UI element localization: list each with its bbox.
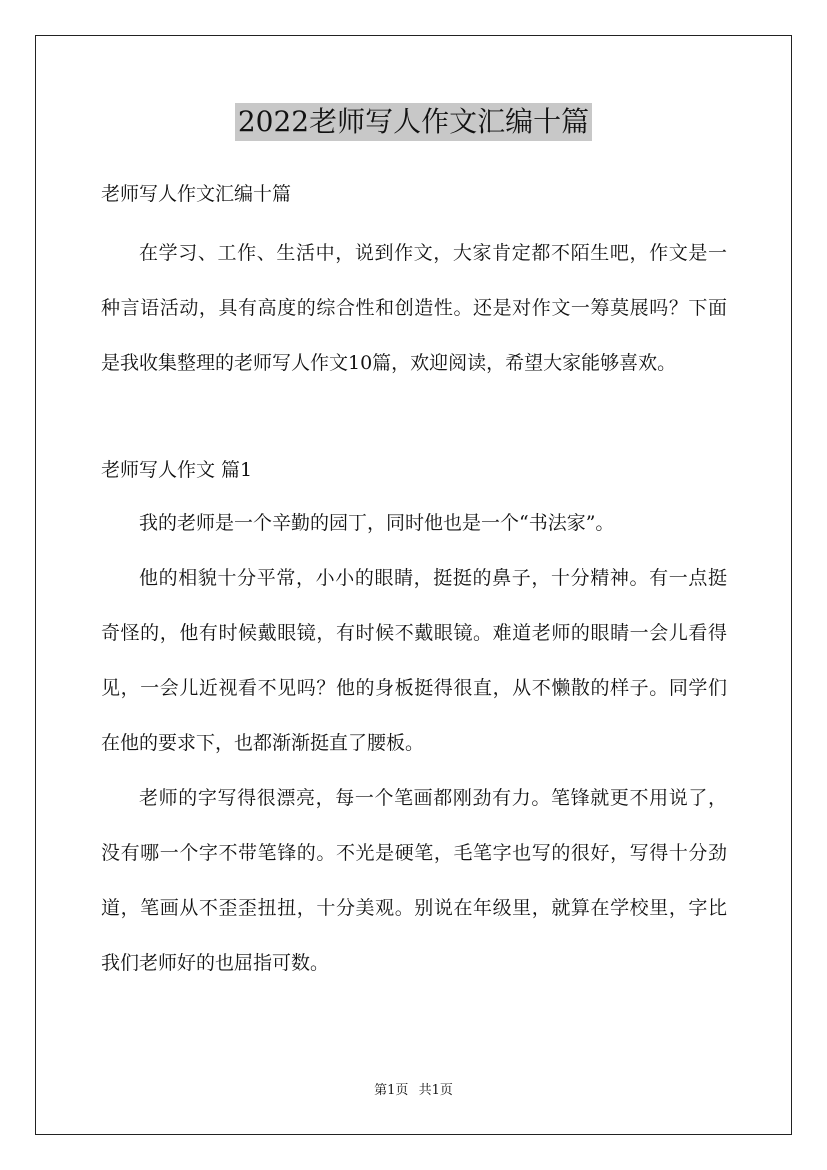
section-paragraph-1: 我的老师是一个辛勤的园丁，同时他也是一个“书法家”。 [139, 512, 615, 534]
document-subtitle: 老师写人作文汇编十篇 [101, 183, 292, 205]
title-container [0, 103, 827, 141]
document-body [101, 178, 727, 991]
document-title: 2022老师写人作文汇编十篇 [235, 103, 592, 141]
section-heading: 老师写人作文 篇1 [101, 459, 253, 481]
page-footer [0, 1082, 827, 1100]
page-total: 共1页 [418, 1083, 453, 1098]
section-paragraph-3: 老师的字写得很漂亮，每一个笔画都刚劲有力。笔锋就更不用说了，没有哪一个字不带笔锋的。不光是硬笔，毛笔字也写的很好，写得十分劲道，笔画从不歪歪扭扭，十分美观。别说在年级里，就算在学校里，字比我们老师好的也屈指可数。 [101, 787, 727, 974]
page-number: 第1页 [374, 1083, 409, 1098]
section-paragraph-2: 他的相貌十分平常，小小的眼睛，挺挺的鼻子，十分精神。有一点挺奇怪的，他有时候戴眼镜，有时候不戴眼镜。难道老师的眼睛一会儿看得见，一会儿近视看不见吗？他的身板挺得很直，从不懒散的样子。同学们在他的要求下，也都渐渐挺直了腰板。 [101, 567, 727, 754]
intro-paragraph: 在学习、工作、生活中，说到作文，大家肯定都不陌生吧，作文是一种言语活动，具有高度的综合性和创造性。还是对作文一筹莫展吗？下面是我收集整理的老师写人作文10篇，欢迎阅读，希望大家能够喜欢。 [101, 242, 727, 374]
